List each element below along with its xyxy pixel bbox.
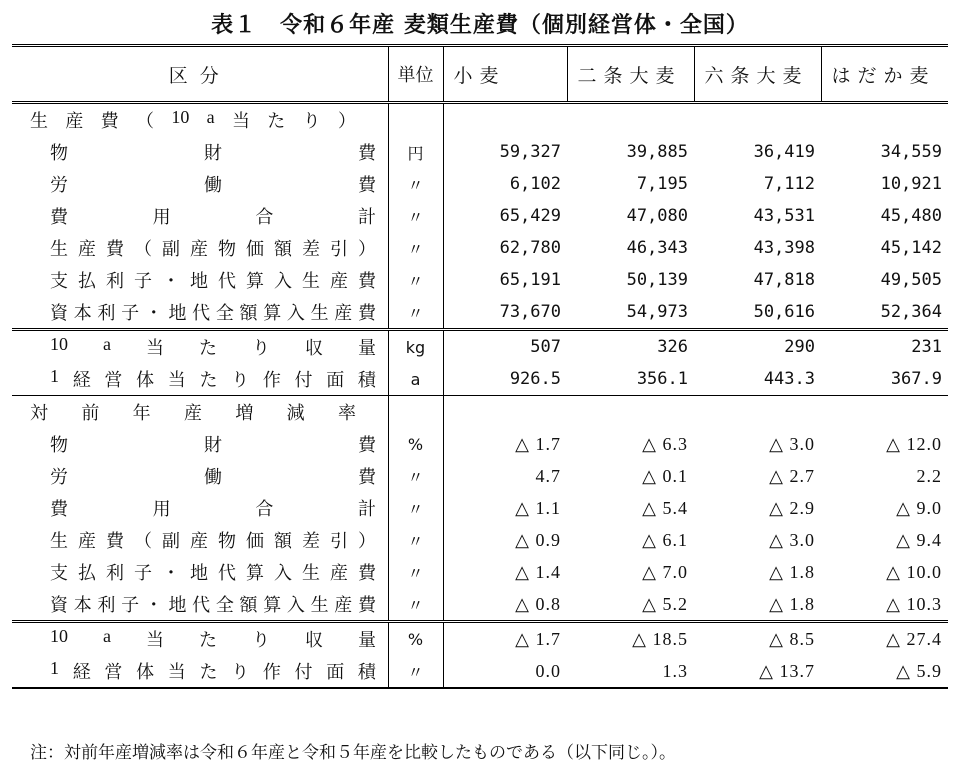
value-cell: 43,531 [753, 206, 815, 226]
value-cell: 65,191 [499, 270, 561, 290]
value-cell [821, 396, 948, 429]
row-label: 1 経 営 体 当 た り 作 付 面 積 [12, 655, 388, 688]
value-cell [694, 396, 821, 429]
row-label: 生 産 費 （ 副 産 物 価 額 差 引 ） [50, 531, 376, 551]
value-cell: △ 13.7 [694, 655, 821, 688]
unit-cell: 〃 [388, 492, 443, 524]
unit-cell: 円 [388, 136, 443, 168]
table-row [12, 556, 948, 588]
value-cell: 54,973 [626, 302, 688, 322]
value-cell [821, 103, 948, 137]
row-label: 10 a 当 た り 収 量 [12, 330, 388, 364]
value-cell: △ 9.0 [896, 497, 942, 518]
value-cell: △ 1.7 [515, 433, 561, 454]
unit-cell: 〃 [388, 200, 443, 232]
unit-cell: a [388, 363, 443, 396]
value-cell: △ 5.9 [821, 655, 948, 688]
value-cell: 50,616 [753, 302, 815, 322]
value-cell: 356.1 [636, 369, 688, 389]
row-label: 費 用 合 計 [50, 207, 376, 227]
table-row [12, 460, 948, 492]
table-row [12, 264, 948, 296]
value-cell [567, 103, 694, 137]
header-category: 区分 [12, 46, 388, 103]
value-cell: △ 12.0 [886, 433, 942, 454]
value-cell: 0.0 [443, 655, 567, 688]
value-cell: 7,195 [636, 174, 688, 194]
section-heading-row [12, 396, 948, 429]
value-cell: 1.3 [567, 655, 694, 688]
table-row [12, 168, 948, 200]
value-cell [443, 396, 567, 429]
table-body [12, 103, 948, 689]
value-cell: 59,327 [499, 142, 561, 162]
table-note: 注：対前年産増減率は令和６年産と令和５年産を比較したものである（以下同じ。）。 [30, 743, 676, 763]
value-cell: 45,142 [880, 238, 942, 258]
unit-cell: 〃 [388, 588, 443, 622]
table-row [12, 232, 948, 264]
table-header-row [12, 46, 948, 103]
row-label: 費 用 合 計 [50, 499, 376, 519]
table-row [12, 200, 948, 232]
value-cell: △ 5.2 [642, 593, 688, 614]
value-cell: 36,419 [753, 142, 815, 162]
unit-cell [388, 396, 443, 429]
header-crop-six-row-barley: 六条大麦 [694, 46, 821, 103]
value-cell: △ 1.8 [769, 593, 815, 614]
value-cell: 50,139 [626, 270, 688, 290]
value-cell: △ 0.8 [515, 593, 561, 614]
value-cell: 49,505 [880, 270, 942, 290]
value-cell [694, 103, 821, 137]
value-cell: △ 1.1 [515, 497, 561, 518]
value-cell: △ 6.1 [642, 529, 688, 550]
section-heading: 対 前 年 産 増 減 率 [12, 396, 388, 429]
table-title: 表１ 令和６年産 麦類生産費（個別経営体・全国） [211, 13, 749, 38]
value-cell: 47,818 [753, 270, 815, 290]
value-cell: △ 3.0 [769, 433, 815, 454]
row-label: 物 財 費 [50, 435, 376, 455]
value-cell: △ 1.7 [443, 622, 567, 656]
row-label: 1 経 営 体 当 た り 作 付 面 積 [50, 366, 376, 390]
value-cell: △ 3.0 [769, 529, 815, 550]
value-cell: 65,429 [499, 206, 561, 226]
value-cell: 290 [694, 330, 821, 364]
table-row [12, 524, 948, 556]
header-crop-naked-barley: はだか麦 [821, 46, 948, 103]
value-cell: △ 5.4 [642, 497, 688, 518]
value-cell: △ 0.1 [642, 465, 688, 486]
table-row [12, 622, 948, 656]
value-cell: 10,921 [880, 174, 942, 194]
value-cell: 34,559 [880, 142, 942, 162]
unit-cell: 〃 [388, 524, 443, 556]
value-cell: 62,780 [499, 238, 561, 258]
value-cell: △ 6.3 [642, 433, 688, 454]
row-label: 支 払 利 子 ・ 地 代 算 入 生 産 費 [50, 271, 376, 291]
value-cell: 39,885 [626, 142, 688, 162]
value-cell: △ 10.0 [886, 561, 942, 582]
value-cell: 52,364 [880, 302, 942, 322]
header-crop-two-row-barley: 二条大麦 [567, 46, 694, 103]
value-cell: △ 27.4 [821, 622, 948, 656]
value-cell: 43,398 [753, 238, 815, 258]
unit-cell: 〃 [388, 296, 443, 330]
value-cell: △ 10.3 [886, 593, 942, 614]
row-label: 資 本 利 子 ・ 地 代 全 額 算 入 生 産 費 [50, 303, 376, 323]
value-cell: 507 [443, 330, 567, 364]
value-cell: 367.9 [890, 369, 942, 389]
value-cell: △ 9.4 [896, 529, 942, 550]
value-cell: 231 [821, 330, 948, 364]
row-label: 生 産 費 （ 副 産 物 価 額 差 引 ） [50, 239, 376, 259]
unit-cell: 〃 [388, 655, 443, 688]
value-cell: △ 8.5 [694, 622, 821, 656]
section-heading: 生 産 費 （ 10 a 当 た り ） [12, 103, 388, 137]
value-cell: △ 2.9 [769, 497, 815, 518]
value-cell: 73,670 [499, 302, 561, 322]
table-row [12, 588, 948, 622]
row-label: 物 財 費 [50, 143, 376, 163]
value-cell: 47,080 [626, 206, 688, 226]
table-row [12, 363, 948, 396]
value-cell: 7,112 [763, 174, 815, 194]
table-row [12, 428, 948, 460]
unit-cell: % [388, 428, 443, 460]
unit-cell: 〃 [388, 232, 443, 264]
value-cell: 2.2 [916, 465, 942, 486]
value-cell: △ 18.5 [567, 622, 694, 656]
value-cell: 926.5 [509, 369, 561, 389]
table-row [12, 655, 948, 688]
value-cell: 6,102 [509, 174, 561, 194]
unit-cell: 〃 [388, 460, 443, 492]
value-cell: 4.7 [535, 465, 561, 486]
value-cell: △ 2.7 [769, 465, 815, 486]
row-label: 労 働 費 [50, 467, 376, 487]
row-label: 労 働 費 [50, 175, 376, 195]
unit-cell [388, 103, 443, 137]
table-row [12, 492, 948, 524]
value-cell [567, 396, 694, 429]
value-cell: △ 7.0 [642, 561, 688, 582]
unit-cell: 〃 [388, 168, 443, 200]
row-label: 資 本 利 子 ・ 地 代 全 額 算 入 生 産 費 [50, 595, 376, 615]
production-cost-table [12, 44, 948, 689]
value-cell: △ 1.4 [515, 561, 561, 582]
header-crop-wheat: 小麦 [443, 46, 567, 103]
value-cell: △ 0.9 [515, 529, 561, 550]
value-cell: 326 [567, 330, 694, 364]
value-cell: △ 1.8 [769, 561, 815, 582]
unit-cell: 〃 [388, 264, 443, 296]
value-cell: 46,343 [626, 238, 688, 258]
value-cell: 443.3 [763, 369, 815, 389]
row-label: 支 払 利 子 ・ 地 代 算 入 生 産 費 [50, 563, 376, 583]
value-cell: 45,480 [880, 206, 942, 226]
value-cell [443, 103, 567, 137]
header-unit: 単位 [388, 46, 443, 103]
unit-cell: % [388, 622, 443, 656]
unit-cell: kg [388, 330, 443, 364]
section-heading-row [12, 103, 948, 137]
table-row [12, 136, 948, 168]
table-row [12, 296, 948, 330]
row-label: 10 a 当 た り 収 量 [12, 622, 388, 656]
table-row [12, 330, 948, 364]
unit-cell: 〃 [388, 556, 443, 588]
